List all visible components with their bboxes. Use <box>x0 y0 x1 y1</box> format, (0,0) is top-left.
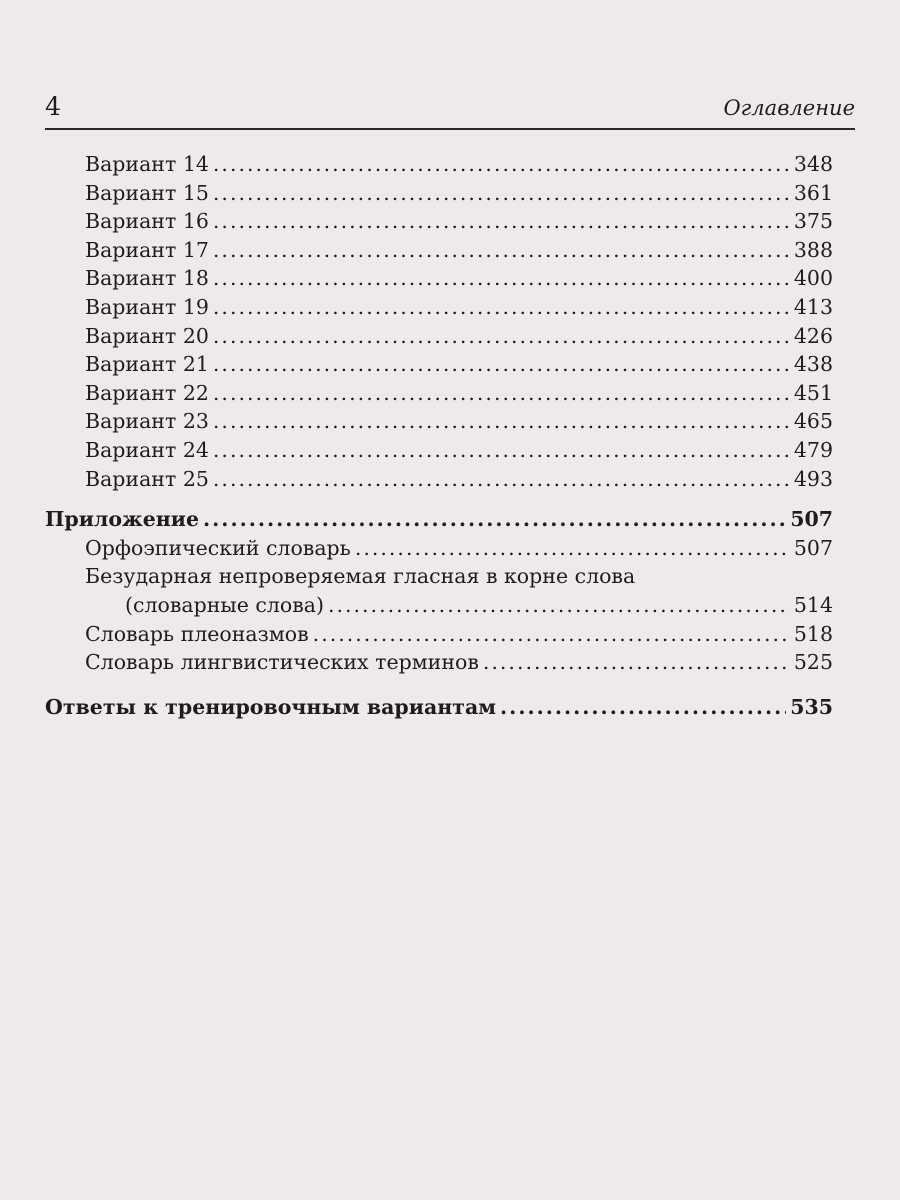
dot-leader <box>203 505 786 534</box>
entry-page: 426 <box>793 323 833 348</box>
dot-leader <box>483 648 790 677</box>
dot-leader <box>355 534 790 563</box>
entry-page: 400 <box>793 266 833 291</box>
entry-page: 438 <box>793 352 833 377</box>
entry-title-continued: (словарные слова) <box>125 592 324 617</box>
entry-title: Словарь плеоназмов <box>85 621 309 646</box>
page-number: 4 <box>45 92 61 121</box>
toc-entry-variant[interactable] <box>45 264 833 293</box>
table-of-contents <box>45 150 833 721</box>
toc-entry-answers[interactable] <box>45 693 833 722</box>
dot-leader <box>213 179 790 208</box>
toc-entry-variant[interactable] <box>45 322 833 351</box>
toc-entry-variant[interactable] <box>45 379 833 408</box>
toc-entry-pleonasm-dictionary[interactable] <box>45 620 833 649</box>
entry-page: 388 <box>793 237 833 262</box>
entry-page: 493 <box>793 466 833 491</box>
dot-leader <box>313 620 790 649</box>
toc-entry-variant[interactable] <box>45 236 833 265</box>
dot-leader <box>213 322 790 351</box>
dot-leader <box>213 350 790 379</box>
dot-leader <box>500 693 786 722</box>
toc-entry-variant[interactable] <box>45 179 833 208</box>
entry-title: Вариант 20 <box>85 323 209 348</box>
entry-title: Вариант 24 <box>85 437 209 462</box>
entry-title: Ответы к тренировочным вариантам <box>45 694 497 719</box>
entry-title: Вариант 14 <box>85 152 209 176</box>
entry-title: Вариант 22 <box>85 380 209 405</box>
toc-entry-variant[interactable] <box>45 207 833 236</box>
entry-page: 525 <box>793 650 833 675</box>
dot-leader <box>213 293 790 322</box>
entry-title: Безударная непроверяемая гласная в корне слова <box>85 564 636 589</box>
entry-title: Вариант 25 <box>85 466 209 491</box>
entry-title: Вариант 15 <box>85 180 209 205</box>
entry-title: Вариант 23 <box>85 409 209 434</box>
toc-entry-unstressed-vowel[interactable] <box>45 562 833 619</box>
toc-entry-variant[interactable] <box>45 465 833 494</box>
dot-leader <box>213 236 790 265</box>
entry-page: 507 <box>793 535 833 560</box>
dot-leader <box>213 436 790 465</box>
entry-title: Вариант 18 <box>85 266 209 291</box>
page-header <box>45 92 855 130</box>
toc-entry-variant[interactable] <box>45 293 833 322</box>
toc-entry-variant[interactable] <box>45 407 833 436</box>
entry-page: 518 <box>793 621 833 646</box>
entry-title: Вариант 21 <box>85 352 209 377</box>
dot-leader <box>213 465 790 494</box>
toc-entry-linguistic-terms[interactable] <box>45 648 833 677</box>
toc-entry-appendix[interactable] <box>45 505 833 534</box>
entry-page: 535 <box>790 694 833 719</box>
toc-entry-orthoepic-dictionary[interactable] <box>45 534 833 563</box>
entry-page: 413 <box>793 294 833 319</box>
toc-entry-variant[interactable] <box>45 350 833 379</box>
dot-leader <box>213 264 790 293</box>
entry-title: Вариант 19 <box>85 294 209 319</box>
entry-page: 375 <box>793 209 833 234</box>
entry-page: 507 <box>790 507 833 532</box>
entry-title: Вариант 17 <box>85 237 209 262</box>
entry-title: Приложение <box>45 507 200 532</box>
dot-leader <box>213 379 790 408</box>
entry-page: 479 <box>793 437 833 462</box>
dot-leader <box>213 207 790 236</box>
entry-page: 348 <box>793 152 833 176</box>
dot-leader <box>213 150 790 179</box>
toc-entry-variant[interactable] <box>45 150 833 179</box>
entry-page: 465 <box>793 409 833 434</box>
dot-leader <box>328 591 790 620</box>
entry-title: Словарь лингвистических терминов <box>85 650 479 675</box>
toc-entry-variant[interactable] <box>45 436 833 465</box>
entry-page: 361 <box>793 180 833 205</box>
dot-leader <box>213 407 790 436</box>
entry-page: 514 <box>793 592 833 617</box>
running-title: Оглавление <box>723 96 855 120</box>
entry-title: Орфоэпический словарь <box>85 535 351 560</box>
entry-page: 451 <box>793 380 833 405</box>
entry-title: Вариант 16 <box>85 209 209 234</box>
